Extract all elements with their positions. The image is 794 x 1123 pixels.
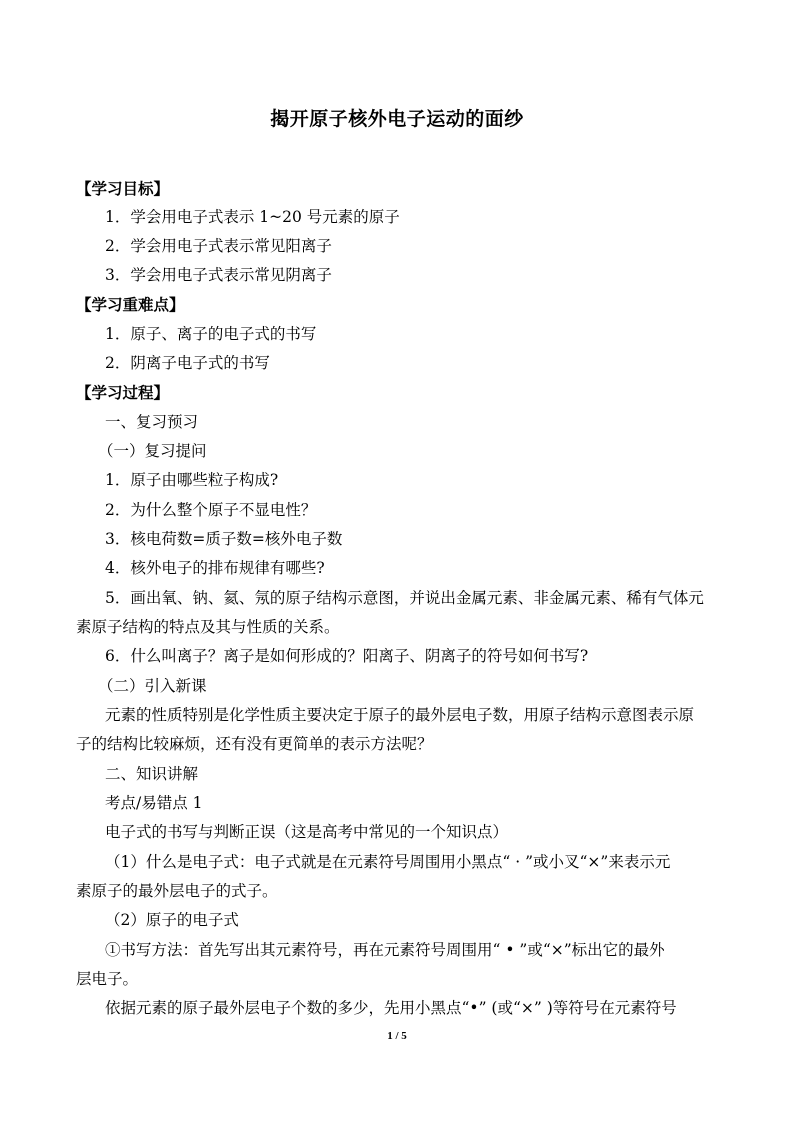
text-line: 2．为什么整个原子不显电性？: [105, 501, 317, 519]
text-line: 元素的性质特别是化学性质主要决定于原子的最外层电子数，用原子结构示意图表示原: [105, 706, 695, 724]
text-line: 6．什么叫离子？离子是如何形成的？阳离子、阴离子的符号如何书写?: [105, 647, 589, 665]
text-line: 3．学会用电子式表示常见阴离子: [105, 266, 332, 284]
text-line: 2．阴离子电子式的书写: [105, 354, 270, 372]
section-heading-goals: 【学习目标】: [76, 179, 170, 198]
page-number: 1 / 5: [387, 1030, 407, 1042]
text-line: 素原子结构的特点及其与性质的关系。: [76, 618, 340, 636]
text-line: 电子式的书写与判断正误（这是高考中常见的一个知识点）: [105, 823, 509, 841]
text-line: 依据元素的原子最外层电子个数的多少，先用小黑点“•” (或“×” )等符号在元素符号: [105, 999, 677, 1017]
text-line: 二、知识讲解: [105, 765, 199, 783]
text-line: （1）什么是电子式：电子式就是在元素符号周围用小黑点“ · ”或小叉“×”来表示元: [105, 853, 671, 871]
section-heading-key-points: 【学习重难点】: [76, 295, 185, 314]
section-heading-process: 【学习过程】: [76, 383, 170, 402]
text-line: （二）引入新课: [98, 677, 207, 695]
text-line: 考点/易错点 1: [105, 794, 203, 812]
document-title: 揭开原子核外电子运动的面纱: [270, 108, 524, 130]
text-line: 1．原子、离子的电子式的书写: [105, 325, 317, 343]
text-line: 一、复习预习: [105, 413, 199, 431]
text-line: 1．原子由哪些粒子构成?: [105, 471, 279, 489]
text-line: 3．核电荷数=质子数=核外电子数: [105, 530, 343, 548]
text-line: 1．学会用电子式表示 1~20 号元素的原子: [105, 208, 400, 226]
text-line: 4．核外电子的排布规律有哪些?: [105, 559, 325, 577]
text-line: 层电子。: [76, 970, 139, 988]
text-line: （一）复习提问: [98, 442, 207, 460]
text-line: ①书写方法：首先写出其元素符号，再在元素符号周围用“ • ”或“×”标出它的最外: [105, 941, 665, 959]
text-line: 5．画出氧、钠、氦、氖的原子结构示意图，并说出金属元素、非金属元素、稀有气体元: [105, 589, 704, 607]
text-line: （2）原子的电子式: [105, 911, 239, 929]
text-line: 2．学会用电子式表示常见阳离子: [105, 237, 332, 255]
text-line: 素原子的最外层电子的式子。: [76, 882, 278, 900]
text-line: 子的结构比较麻烦，还有没有更简单的表示方法呢？: [76, 735, 433, 753]
